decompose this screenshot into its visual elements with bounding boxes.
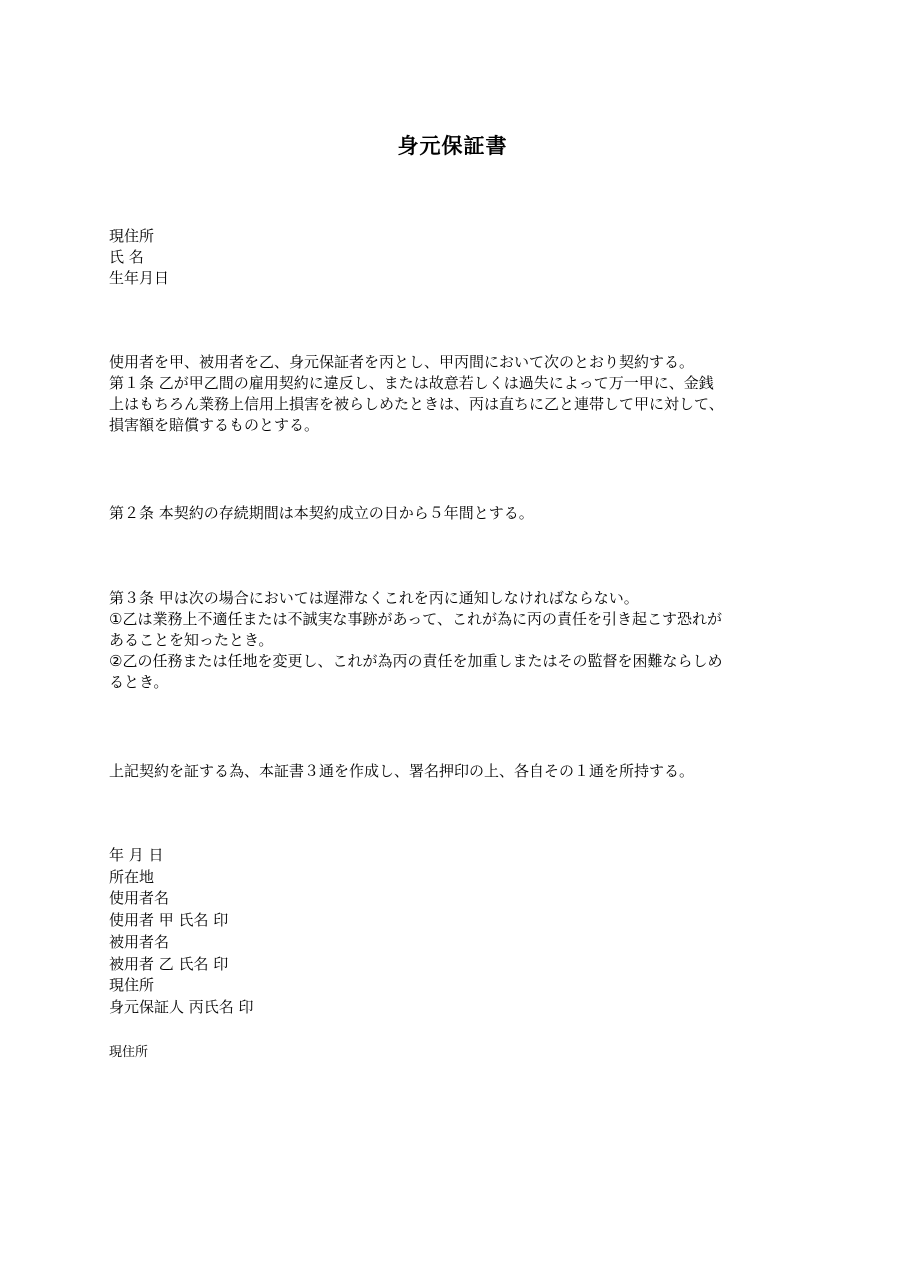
article-3	[109, 588, 799, 693]
footer-address: 現住所	[109, 1045, 149, 1060]
article-1-line-3: 損害額を賠償するものとする。	[109, 416, 320, 434]
article-3-item-2-line-1: ②乙の任務または任地を変更し、これが為丙の責任を加重しまたはその監督を困難ならしめ	[109, 652, 723, 670]
employer-name-label: 使用者名	[109, 889, 170, 907]
employee-signature: 被用者 乙 氏名 印	[109, 955, 229, 973]
article-1-line-2: 上はもちろん業務上信用上損害を被らしめたときは、丙は直ちに乙と連帯して甲に対して、	[109, 395, 724, 413]
article-3-line-1: 第３条 甲は次の場合においては遅滞なくこれを丙に通知しなければならない。	[109, 589, 639, 607]
employer-signature: 使用者 甲 氏名 印	[109, 911, 229, 929]
document-title: 身元保証書	[397, 134, 508, 158]
header-name-label: 氏 名	[109, 248, 144, 266]
article-3-item-2-line-2: るとき。	[109, 673, 169, 691]
header-address-label: 現住所	[109, 227, 155, 245]
employee-name-label: 被用者名	[109, 933, 170, 951]
article-3-item-1-line-2: あることを知ったとき。	[109, 631, 274, 649]
article-3-item-1-line-1: ①乙は業務上不適任または不誠実な事跡があって、これが為に丙の責任を引き起こす恐れが	[109, 610, 723, 628]
article-2: 第２条 本契約の存続期間は本契約成立の日から５年間とする。	[109, 504, 534, 522]
contract-intro-and-article-1	[109, 352, 799, 436]
article-1-line-1: 第１条 乙が甲乙間の雇用契約に違反し、または故意若しくは過失によって万一甲に、金銭	[109, 374, 714, 392]
signature-location: 所在地	[109, 868, 155, 886]
signature-date: 年 月 日	[109, 846, 164, 864]
intro-text: 使用者を甲、被用者を乙、身元保証者を丙とし、甲丙間において次のとおり契約する。	[109, 353, 695, 371]
header-birthdate-label: 生年月日	[109, 269, 170, 287]
signature-address: 現住所	[109, 976, 155, 994]
guarantor-signature: 身元保証人 丙氏名 印	[109, 998, 254, 1016]
closing-statement: 上記契約を証する為、本証書３通を作成し、署名押印の上、各自その１通を所持する。	[109, 762, 695, 780]
